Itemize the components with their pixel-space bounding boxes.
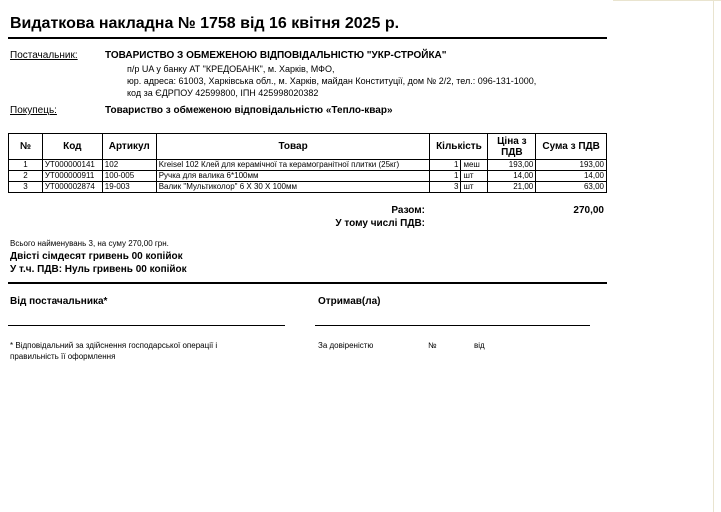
row-price: 21,00 bbox=[488, 182, 536, 193]
header-qty: Кількість bbox=[430, 134, 488, 160]
table-row bbox=[9, 171, 607, 182]
row-product: Ручка для валика 6*100мм bbox=[156, 171, 430, 182]
row-unit: шт bbox=[463, 171, 474, 180]
header-article: Артикул bbox=[102, 134, 156, 160]
attorney-date-label: від bbox=[474, 341, 485, 350]
row-article: 102 bbox=[102, 160, 156, 171]
supplier-address: юр. адреса: 61003, Харківська обл., м. Харків, майдан Конституції, дом № 2/2, тел.: 096-131-1000, bbox=[127, 76, 537, 86]
table-header-row bbox=[9, 134, 607, 160]
table-row bbox=[9, 182, 607, 193]
row-unit: шт bbox=[463, 182, 474, 191]
row-product: Валик "Мультиколор" 6 Х 30 Х 100мм bbox=[156, 182, 430, 193]
supplier-bank: п/р UA у банку АТ "КРЕДОБАНК", м. Харків, МФО, bbox=[127, 64, 335, 74]
items-count-text: Всього найменувань 3, на суму 270,00 грн. bbox=[10, 239, 169, 248]
vat-label: У тому числі ПДВ: bbox=[335, 218, 425, 229]
row-article: 19-003 bbox=[102, 182, 156, 193]
from-supplier-label: Від постачальника* bbox=[10, 296, 108, 307]
row-sum: 63,00 bbox=[536, 182, 607, 193]
document-title: Видаткова накладна № 1758 від 16 квітня 2025 р. bbox=[10, 15, 400, 32]
row-unit: меш bbox=[463, 160, 480, 169]
row-price: 14,00 bbox=[488, 171, 536, 182]
receiver-signature-line bbox=[315, 325, 590, 326]
row-code: УТ000000141 bbox=[42, 160, 102, 171]
vat-in-words: У т.ч. ПДВ: Нуль гривень 00 копійок bbox=[10, 264, 187, 275]
header-product: Товар bbox=[156, 134, 430, 160]
supplier-signature-line bbox=[8, 325, 285, 326]
row-sum: 14,00 bbox=[536, 171, 607, 182]
title-divider bbox=[8, 37, 607, 39]
header-price: Ціна з ПДВ bbox=[488, 134, 536, 160]
row-sum: 193,00 bbox=[536, 160, 607, 171]
items-table bbox=[8, 133, 607, 193]
row-price: 193,00 bbox=[488, 160, 536, 171]
row-article: 100-005 bbox=[102, 171, 156, 182]
row-num: 3 bbox=[9, 182, 43, 193]
row-num: 2 bbox=[9, 171, 43, 182]
footnote-line-2: правильність її оформлення bbox=[10, 352, 116, 361]
footnote-line-1: * Відповідальний за здійснення господарської операції і bbox=[10, 341, 218, 350]
table-row bbox=[9, 160, 607, 171]
attorney-number-sign: № bbox=[428, 341, 437, 350]
header-num: № bbox=[9, 134, 43, 160]
row-qty-value: 1 bbox=[430, 160, 461, 170]
row-qty-value: 3 bbox=[430, 182, 461, 192]
window-edge-top bbox=[613, 0, 721, 1]
summary-divider bbox=[8, 282, 607, 284]
row-num: 1 bbox=[9, 160, 43, 171]
buyer-label: Покупець: bbox=[10, 105, 57, 116]
header-sum: Сума з ПДВ bbox=[536, 134, 607, 160]
supplier-codes: код за ЄДРПОУ 42599800, ІПН 425998020382 bbox=[127, 88, 319, 98]
supplier-label: Постачальник: bbox=[10, 50, 78, 61]
row-product: Kreisel 102 Клей для керамічної та керамогранітної плитки (25кг) bbox=[156, 160, 430, 171]
total-value: 270,00 bbox=[573, 205, 604, 216]
received-label: Отримав(ла) bbox=[318, 296, 381, 307]
row-code: УТ000002874 bbox=[42, 182, 102, 193]
buyer-name: Товариство з обмеженою відповідальністю «Тепло-квар» bbox=[105, 105, 393, 116]
power-of-attorney-label: За довіреністю bbox=[318, 341, 374, 350]
header-code: Код bbox=[42, 134, 102, 160]
total-label: Разом: bbox=[391, 205, 425, 216]
row-qty bbox=[430, 160, 488, 171]
row-qty-value: 1 bbox=[430, 171, 461, 181]
row-qty bbox=[430, 171, 488, 182]
sum-in-words: Двісті сімдесят гривень 00 копійок bbox=[10, 251, 183, 262]
supplier-name: ТОВАРИСТВО З ОБМЕЖЕНОЮ ВІДПОВІДАЛЬНІСТЮ "УКР-СТРОЙКА" bbox=[105, 50, 447, 61]
row-code: УТ000000911 bbox=[42, 171, 102, 182]
row-qty bbox=[430, 182, 488, 193]
window-edge-right bbox=[713, 0, 714, 512]
